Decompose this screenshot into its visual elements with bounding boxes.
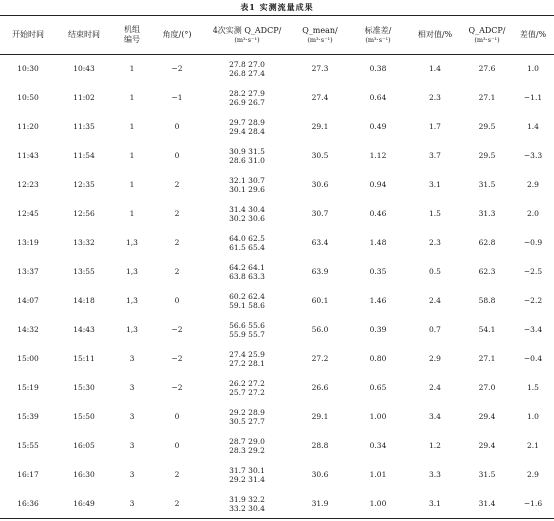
cell-std-dev: 0.39: [369, 325, 387, 334]
cell-end-time: 16:49: [73, 499, 95, 508]
cell-q-mean: 29.1: [311, 412, 329, 421]
cell-unit-number: 1: [129, 93, 135, 102]
cell-difference: 1.5: [527, 383, 539, 392]
cell-relative: 2.4: [429, 383, 441, 392]
cell-relative: 3.1: [429, 180, 441, 189]
cell-angle: 0: [174, 122, 180, 131]
cell-start-time: 10:50: [17, 93, 39, 102]
cell-angle: 0: [174, 441, 180, 450]
cell-angle: 2: [174, 267, 180, 276]
cell-angle: −2: [171, 64, 183, 73]
measurement-pair-1: 64.2 64.1: [229, 262, 265, 272]
measurement-pair-1: 30.9 31.5: [229, 146, 265, 156]
cell-end-time: 12:56: [73, 209, 95, 218]
cell-unit-number: 3: [129, 499, 135, 508]
cell-difference: −1.1: [523, 93, 543, 102]
measurement-pair-2: 27.2 28.1: [229, 358, 265, 368]
cell-std-dev: 0.65: [369, 383, 387, 392]
cell-q-mean: 28.8: [311, 441, 329, 450]
measurement-pair-2: 33.2 30.4: [229, 503, 265, 513]
measurement-pair-2: 59.1 58.6: [229, 300, 265, 310]
cell-q-mean: 60.1: [311, 296, 329, 305]
cell-q-adcp: 31.5: [478, 180, 496, 189]
cell-q-mean: 31.9: [311, 499, 329, 508]
cell-measurements: [202, 373, 292, 402]
measurement-pair-1: 26.2 27.2: [229, 378, 265, 388]
measurement-pair-2: 63.8 63.3: [229, 271, 265, 281]
cell-unit-number: 3: [129, 383, 135, 392]
cell-end-time: 11:02: [73, 93, 95, 102]
table-caption: 表1 实测流量成果: [240, 2, 314, 12]
cell-start-time: 12:45: [17, 209, 39, 218]
cell-angle: 2: [174, 180, 180, 189]
header-row: [0, 16, 554, 54]
measurement-pair-1: 31.9 32.2: [229, 494, 265, 504]
header-start-time: 开始时间: [12, 30, 44, 39]
table-row: [0, 286, 554, 315]
cell-q-mean: 56.0: [311, 325, 329, 334]
cell-q-mean: 29.1: [311, 122, 329, 131]
cell-q-mean: 27.4: [311, 93, 329, 102]
cell-start-time: 10:30: [17, 64, 39, 73]
cell-std-dev: 1.01: [369, 470, 387, 479]
cell-end-time: 12:35: [73, 180, 95, 189]
cell-unit-number: 3: [129, 441, 135, 450]
cell-difference: −0.9: [523, 238, 543, 247]
cell-unit-number: 1: [129, 122, 135, 131]
cell-unit-number: 1: [129, 209, 135, 218]
cell-measurements: [202, 199, 292, 228]
measurement-pair-1: 29.7 28.9: [229, 117, 265, 127]
cell-q-mean: 30.7: [311, 209, 329, 218]
cell-q-mean: 27.2: [311, 354, 329, 363]
cell-difference: −3.4: [523, 325, 543, 334]
cell-measurements: [202, 228, 292, 257]
header-std-dev: 标准差/ (m³·s⁻¹): [364, 26, 392, 44]
cell-q-mean: 30.6: [311, 470, 329, 479]
cell-q-adcp: 29.4: [478, 412, 496, 421]
cell-start-time: 15:55: [17, 441, 39, 450]
cell-difference: 1.0: [527, 412, 539, 421]
cell-end-time: 15:50: [73, 412, 95, 421]
cell-q-adcp: 58.8: [478, 296, 496, 305]
cell-q-mean: 27.3: [311, 64, 329, 73]
cell-unit-number: 1,3: [126, 296, 138, 305]
cell-start-time: 14:07: [17, 296, 39, 305]
cell-q-adcp: 29.5: [478, 151, 496, 160]
cell-start-time: 11:20: [17, 122, 39, 131]
measurement-pair-2: 26.9 26.7: [229, 97, 265, 107]
cell-difference: −0.4: [523, 354, 543, 363]
cell-std-dev: 1.00: [369, 499, 387, 508]
table-body: [0, 54, 554, 518]
cell-relative: 3.3: [429, 470, 441, 479]
cell-q-adcp: 62.3: [478, 267, 496, 276]
cell-relative: 2.3: [429, 238, 441, 247]
measurement-pair-2: 29.2 31.4: [229, 474, 265, 484]
cell-relative: 2.3: [429, 93, 441, 102]
cell-std-dev: 1.12: [369, 151, 387, 160]
cell-start-time: 15:39: [17, 412, 39, 421]
cell-relative: 2.4: [429, 296, 441, 305]
cell-measurements: [202, 431, 292, 460]
measurement-pair-2: 26.8 27.4: [229, 68, 265, 78]
cell-std-dev: 0.38: [369, 64, 387, 73]
table-row: [0, 54, 554, 83]
cell-q-mean: 30.5: [311, 151, 329, 160]
cell-end-time: 11:54: [73, 151, 95, 160]
measurement-pair-1: 29.2 28.9: [229, 407, 265, 417]
cell-std-dev: 1.46: [369, 296, 387, 305]
cell-start-time: 16:17: [17, 470, 39, 479]
table-row: [0, 112, 554, 141]
cell-angle: 2: [174, 209, 180, 218]
measurement-pair-1: 27.4 25.9: [229, 349, 265, 359]
cell-q-adcp: 27.1: [478, 93, 496, 102]
table-row: [0, 402, 554, 431]
cell-std-dev: 0.46: [369, 209, 387, 218]
header-q-mean: Q_mean/ (m³·s⁻¹): [302, 26, 338, 44]
cell-difference: 2.1: [527, 441, 539, 450]
cell-start-time: 13:19: [17, 238, 39, 247]
cell-relative: 3.4: [429, 412, 441, 421]
cell-q-mean: 30.6: [311, 180, 329, 189]
cell-measurements: [202, 83, 292, 112]
measurement-pair-1: 64.0 62.5: [229, 233, 265, 243]
cell-q-adcp: 29.5: [478, 122, 496, 131]
cell-end-time: 10:43: [73, 64, 95, 73]
cell-measurements: [202, 344, 292, 373]
header-relative: 相对值/%: [417, 30, 453, 39]
cell-start-time: 14:32: [17, 325, 39, 334]
measurement-pair-2: 61.5 65.4: [229, 242, 265, 252]
cell-angle: 2: [174, 470, 180, 479]
measurement-pair-2: 28.3 29.2: [229, 445, 265, 455]
cell-measurements: [202, 460, 292, 489]
cell-end-time: 14:43: [73, 325, 95, 334]
table-row: [0, 344, 554, 373]
measurement-pair-1: 28.7 29.0: [229, 436, 265, 446]
cell-difference: 1.0: [527, 64, 539, 73]
cell-end-time: 16:05: [73, 441, 95, 450]
cell-measurements: [202, 489, 292, 518]
cell-relative: 3.7: [429, 151, 441, 160]
cell-difference: −3.3: [523, 151, 543, 160]
cell-measurements: [202, 112, 292, 141]
measurement-pair-1: 31.4 30.4: [229, 204, 265, 214]
header-unit-number: 机组 编号: [124, 25, 140, 44]
cell-end-time: 13:32: [73, 238, 95, 247]
table-row: [0, 170, 554, 199]
cell-q-adcp: 27.1: [478, 354, 496, 363]
measurement-pair-2: 30.2 30.6: [229, 213, 265, 223]
cell-angle: 2: [174, 499, 180, 508]
cell-measurements: [202, 170, 292, 199]
cell-start-time: 11:43: [17, 151, 39, 160]
cell-q-adcp: 54.1: [478, 325, 496, 334]
cell-q-adcp: 31.5: [478, 470, 496, 479]
cell-std-dev: 0.49: [369, 122, 387, 131]
cell-angle: −2: [171, 383, 183, 392]
cell-q-mean: 63.4: [311, 238, 329, 247]
cell-difference: 2.9: [527, 470, 539, 479]
cell-std-dev: 0.64: [369, 93, 387, 102]
cell-relative: 2.9: [429, 354, 441, 363]
cell-q-mean: 26.6: [311, 383, 329, 392]
cell-end-time: 11:35: [73, 122, 95, 131]
table-row: [0, 257, 554, 286]
cell-measurements: [202, 286, 292, 315]
cell-q-adcp: 27.6: [478, 64, 496, 73]
cell-difference: 1.4: [527, 122, 539, 131]
measurement-pair-2: 30.5 27.7: [229, 416, 265, 426]
cell-relative: 1.7: [429, 122, 441, 131]
measurement-pair-2: 55.9 55.7: [229, 329, 265, 339]
measurement-pair-2: 29.4 28.4: [229, 126, 265, 136]
table-row: [0, 489, 554, 518]
cell-unit-number: 1: [129, 151, 135, 160]
cell-start-time: 13:37: [17, 267, 39, 276]
table-row: [0, 199, 554, 228]
cell-difference: −2.5: [523, 267, 543, 276]
cell-angle: 2: [174, 238, 180, 247]
cell-difference: −1.6: [523, 499, 543, 508]
cell-unit-number: 1: [129, 64, 135, 73]
cell-angle: 0: [174, 412, 180, 421]
measurement-pair-2: 25.7 27.2: [229, 387, 265, 397]
cell-unit-number: 1,3: [126, 325, 138, 334]
cell-q-adcp: 62.8: [478, 238, 496, 247]
cell-q-mean: 63.9: [311, 267, 329, 276]
cell-measurements: [202, 141, 292, 170]
cell-measurements: [202, 257, 292, 286]
measurement-pair-2: 28.6 31.0: [229, 155, 265, 165]
cell-unit-number: 1: [129, 180, 135, 189]
cell-end-time: 15:30: [73, 383, 95, 392]
table-row: [0, 83, 554, 112]
cell-angle: −2: [171, 354, 183, 363]
header-adcp-measurements: 4次实测 Q_ADCP/ (m³·s⁻¹): [212, 26, 282, 44]
table-row: [0, 141, 554, 170]
table-row: [0, 228, 554, 257]
cell-difference: 2.9: [527, 180, 539, 189]
cell-difference: −2.2: [523, 296, 543, 305]
table-row: [0, 315, 554, 344]
header-end-time: 结束时间: [68, 30, 100, 39]
cell-start-time: 16:36: [17, 499, 39, 508]
cell-end-time: 14:18: [73, 296, 95, 305]
cell-end-time: 13:55: [73, 267, 95, 276]
cell-std-dev: 0.34: [369, 441, 387, 450]
measurement-pair-1: 32.1 30.7: [229, 175, 265, 185]
measurement-pair-1: 27.8 27.0: [229, 59, 265, 69]
cell-relative: 1.4: [429, 64, 441, 73]
cell-relative: 3.1: [429, 499, 441, 508]
cell-measurements: [202, 315, 292, 344]
cell-angle: 0: [174, 296, 180, 305]
cell-angle: 0: [174, 151, 180, 160]
cell-unit-number: 3: [129, 412, 135, 421]
bottom-rule: [0, 518, 554, 519]
cell-measurements: [202, 54, 292, 83]
cell-unit-number: 1,3: [126, 238, 138, 247]
table-row: [0, 460, 554, 489]
cell-std-dev: 1.00: [369, 412, 387, 421]
cell-start-time: 12:23: [17, 180, 39, 189]
cell-relative: 1.2: [429, 441, 441, 450]
cell-std-dev: 0.35: [369, 267, 387, 276]
measurement-pair-1: 28.2 27.9: [229, 88, 265, 98]
cell-std-dev: 0.94: [369, 180, 387, 189]
cell-end-time: 15:11: [73, 354, 95, 363]
table-row: [0, 373, 554, 402]
cell-start-time: 15:19: [17, 383, 39, 392]
header-difference: 差值/%: [519, 30, 547, 39]
cell-angle: −1: [171, 93, 183, 102]
cell-q-adcp: 31.4: [478, 499, 496, 508]
flow-results-table: [0, 16, 554, 518]
table-row: [0, 431, 554, 460]
cell-relative: 1.5: [429, 209, 441, 218]
cell-unit-number: 3: [129, 354, 135, 363]
measurement-pair-1: 31.7 30.1: [229, 465, 265, 475]
cell-std-dev: 0.80: [369, 354, 387, 363]
header-angle: 角度/(°): [162, 30, 192, 39]
cell-q-adcp: 31.3: [478, 209, 496, 218]
measurement-pair-1: 60.2 62.4: [229, 291, 265, 301]
measurement-pair-2: 30.1 29.6: [229, 184, 265, 194]
cell-unit-number: 3: [129, 470, 135, 479]
measurement-pair-1: 56.6 55.6: [229, 320, 265, 330]
cell-angle: −2: [171, 325, 183, 334]
cell-measurements: [202, 402, 292, 431]
cell-end-time: 16:30: [73, 470, 95, 479]
cell-difference: 2.0: [527, 209, 539, 218]
header-q-adcp: Q_ADCP/ (m³·s⁻¹): [468, 26, 506, 44]
cell-unit-number: 1,3: [126, 267, 138, 276]
cell-q-adcp: 29.4: [478, 441, 496, 450]
cell-relative: 0.5: [429, 267, 441, 276]
cell-std-dev: 1.48: [369, 238, 387, 247]
cell-q-adcp: 27.0: [478, 383, 496, 392]
cell-relative: 0.7: [429, 325, 441, 334]
cell-start-time: 15:00: [17, 354, 39, 363]
